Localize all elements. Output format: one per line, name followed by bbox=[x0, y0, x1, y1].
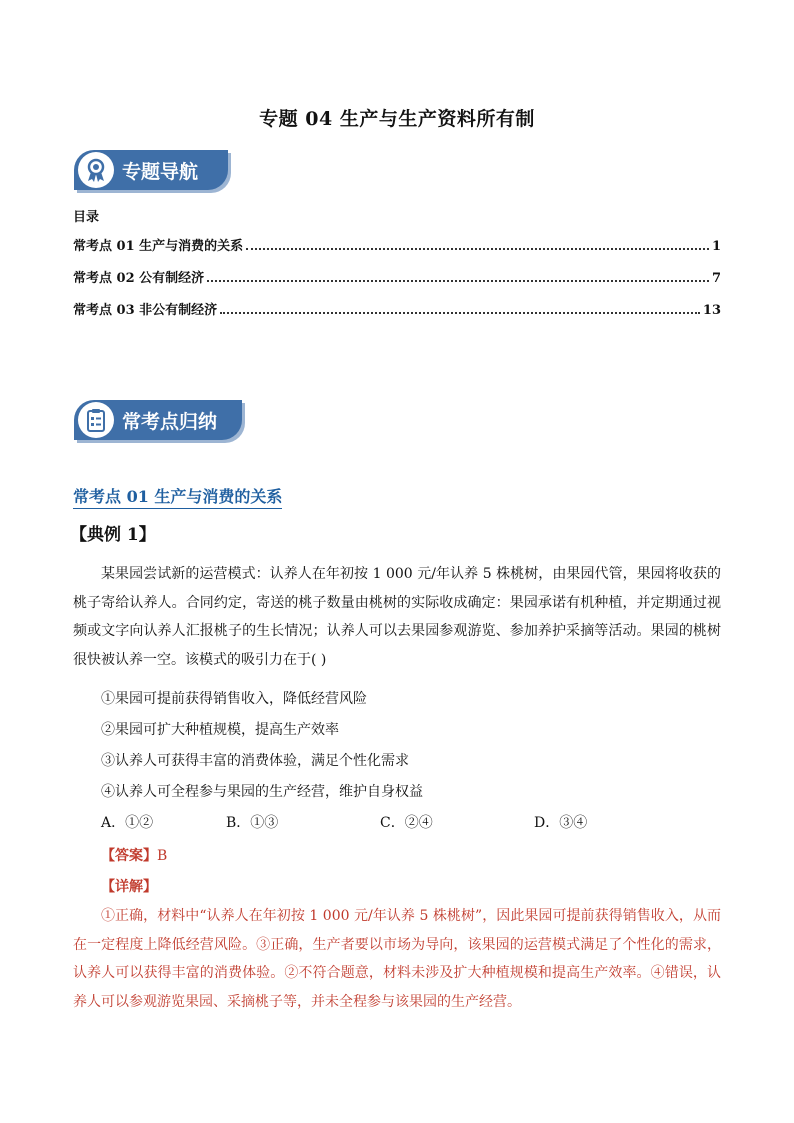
explain-tag: 【详解】 bbox=[101, 879, 157, 895]
explanation-text: ①正确，材料中“认养人在年初按 1 000 元/年认养 5 株桃树”，因此果园可提前获得销售收入，从而在一定程度上降低经营风险。③正确，生产者要以市场为导向，该果园的运营模式满足了个性化的需求，认养人可以获得丰富的消费体验。②不符合题意，材料未涉及扩大种植规模和提高生产效率。④错误，认养人可以参观游览果园、采摘桃子等，并未全程参与该果园的生产经营。 bbox=[73, 908, 721, 1010]
section-heading[interactable]: 常考点 01 生产与消费的关系 bbox=[73, 484, 282, 509]
answer-value: B bbox=[157, 848, 168, 864]
banner-label: 专题导航 bbox=[122, 160, 199, 183]
toc-item[interactable] bbox=[73, 266, 721, 286]
award-ribbon-icon bbox=[78, 152, 114, 188]
choice-c[interactable]: C．②④ bbox=[380, 815, 433, 831]
toc-item-text: 常考点 02 公有制经济 bbox=[73, 271, 205, 286]
choice-a[interactable]: A．①② bbox=[101, 815, 154, 831]
toc-item-page: 13 bbox=[702, 303, 721, 318]
toc-leader-dots bbox=[246, 248, 709, 250]
statement-option: ②果园可扩大种植规模，提高生产效率 bbox=[101, 722, 339, 738]
toc-leader-dots bbox=[207, 280, 709, 282]
choice-d[interactable]: D．③④ bbox=[534, 815, 588, 831]
toc-item[interactable] bbox=[73, 234, 721, 254]
statement-option: ①果园可提前获得销售收入，降低经营风险 bbox=[101, 691, 367, 707]
toc-label: 目录 bbox=[73, 210, 100, 225]
page-title: 专题 04 生产与生产资料所有制 bbox=[259, 108, 535, 130]
key-points-banner bbox=[74, 400, 242, 440]
toc-item-page: 1 bbox=[711, 239, 721, 254]
topic-navigation-banner bbox=[74, 150, 228, 190]
toc-item-page: 7 bbox=[711, 271, 721, 286]
toc-item-text: 常考点 01 生产与消费的关系 bbox=[73, 239, 244, 254]
banner-label: 常考点归纳 bbox=[122, 410, 218, 433]
answer-tag: 【答案】 bbox=[101, 848, 157, 864]
toc-leader-dots bbox=[220, 312, 700, 314]
checklist-clipboard-icon bbox=[78, 402, 114, 438]
question-text: 某果园尝试新的运营模式：认养人在年初按 1 000 元/年认养 5 株桃树，由果园代管，果园将收获的桃子寄给认养人。合同约定，寄送的桃子数量由桃树的实际收成确定：果园承诺有机种植，并定期通过视频或文字向认养人汇报桃子的生长情况；认养人可以去果园参观游览、参加养护采摘等活动。果园的桃树很快被认养一空。该模式的吸引力在于( ) bbox=[73, 566, 721, 668]
statement-option: ③认养人可获得丰富的消费体验，满足个性化需求 bbox=[101, 753, 409, 769]
choice-b[interactable]: B．①③ bbox=[226, 815, 279, 831]
example-label: 【典例 1】 bbox=[70, 525, 156, 545]
statement-option: ④认养人可全程参与果园的生产经营，维护自身权益 bbox=[101, 784, 423, 800]
toc-item[interactable] bbox=[73, 298, 721, 318]
answer-line bbox=[101, 845, 167, 865]
toc-item-text: 常考点 03 非公有制经济 bbox=[73, 303, 218, 318]
